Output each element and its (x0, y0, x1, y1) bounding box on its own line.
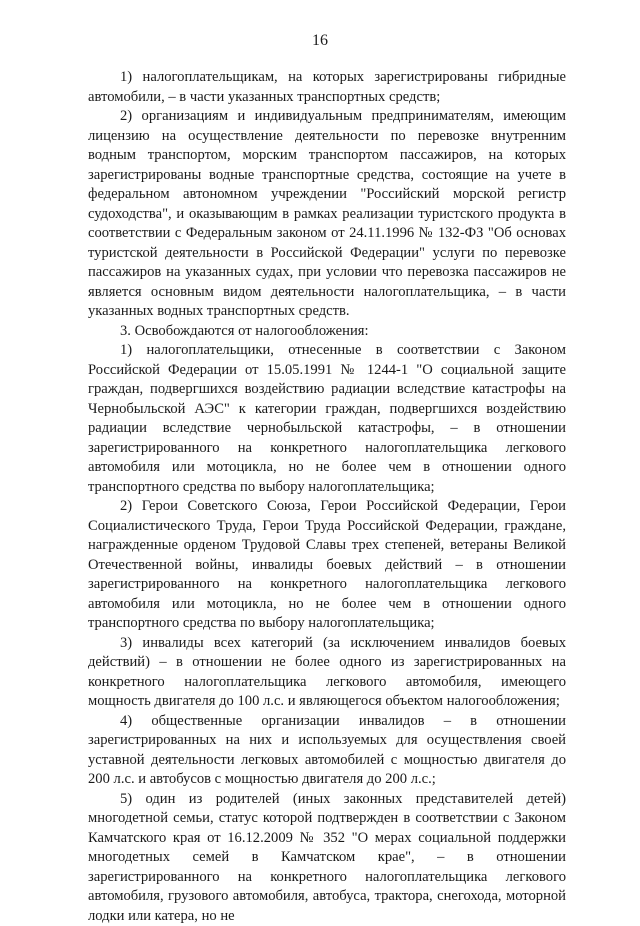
document-body (88, 68, 566, 926)
page-number: 16 (0, 32, 640, 50)
paragraph-disabled: 3) инвалиды всех категорий (за исключением инвалидов боевых действий) – в отношении не более одного из зарегистрированных на конкретного налогоплательщика легкового автомобиля, имеющего мощность двигателя до 100 л.с. и являющегося объектом налогообложения; (88, 634, 566, 712)
paragraph-exemptions-heading: 3. Освобождаются от налогообложения: (88, 322, 566, 342)
paragraph-disabled-organizations: 4) общественные организации инвалидов – в отношении зарегистрированных на них и используемых для осуществления своей уставной деятельности легковых автомобилей с мощностью двигателя до 200 л.с. и автобусов с мощностью двигателя до 200 л.с.; (88, 712, 566, 790)
paragraph-hybrid-cars: 1) налогоплательщикам, на которых зарегистрированы гибридные автомобили, – в части указанных транспортных средств; (88, 68, 566, 107)
paragraph-large-families: 5) один из родителей (иных законных представителей детей) многодетной семьи, статус которой подтвержден в соответствии с Законом Камчатского края от 16.12.2009 № 352 "О мерах социальной поддержки многодетных семей в Камчатском крае", – в отношении зарегистрированного на конкретного налогоплательщика легкового автомобиля, грузового автомобиля, автобуса, трактора, снегохода, моторной лодки или катера, но не (88, 790, 566, 926)
paragraph-water-transport: 2) организациям и индивидуальным предпринимателям, имеющим лицензию на осуществление деятельности по перевозке внутренним водным транспортом, морским транспортом пассажиров, на которых зарегистрированы водные транспортные средства, состоящие на учете в федеральном автономном учреждении "Российский морской регистр судоходства", и оказывающим в рамках реализации туристского продукта в соответствии с Федеральным законом от 24.11.1996 № 132-ФЗ "Об основах туристской деятельности в Российской Федерации" услуги по перевозке пассажиров на указанных судах, при условии что перевозка пассажиров не является основным видом деятельности налогоплательщика, – в части указанных водных транспортных средств. (88, 107, 566, 322)
paragraph-chernobyl: 1) налогоплательщики, отнесенные в соответствии с Законом Российской Федерации от 15.05.1991 № 1244-1 "О социальной защите граждан, подвергшихся воздействию радиации вследствие катастрофы на Чернобыльской АЭС" к категории граждан, подвергшихся воздействию радиации вследствие чернобыльской катастрофы, – в отношении зарегистрированного на конкретного налогоплательщика легкового автомобиля или мотоцикла, но не более чем в отношении одного транспортного средства по выбору налогоплательщика; (88, 341, 566, 497)
paragraph-heroes: 2) Герои Советского Союза, Герои Российской Федерации, Герои Социалистического Труда, Герои Труда Российской Федерации, граждане, награжденные орденом Трудовой Славы трех степеней, ветераны Великой Отечественной войны, инвалиды боевых действий – в отношении зарегистрированного на конкретного налогоплательщика легкового автомобиля или мотоцикла, но не более чем в отношении одного транспортного средства по выбору налогоплательщика; (88, 497, 566, 634)
